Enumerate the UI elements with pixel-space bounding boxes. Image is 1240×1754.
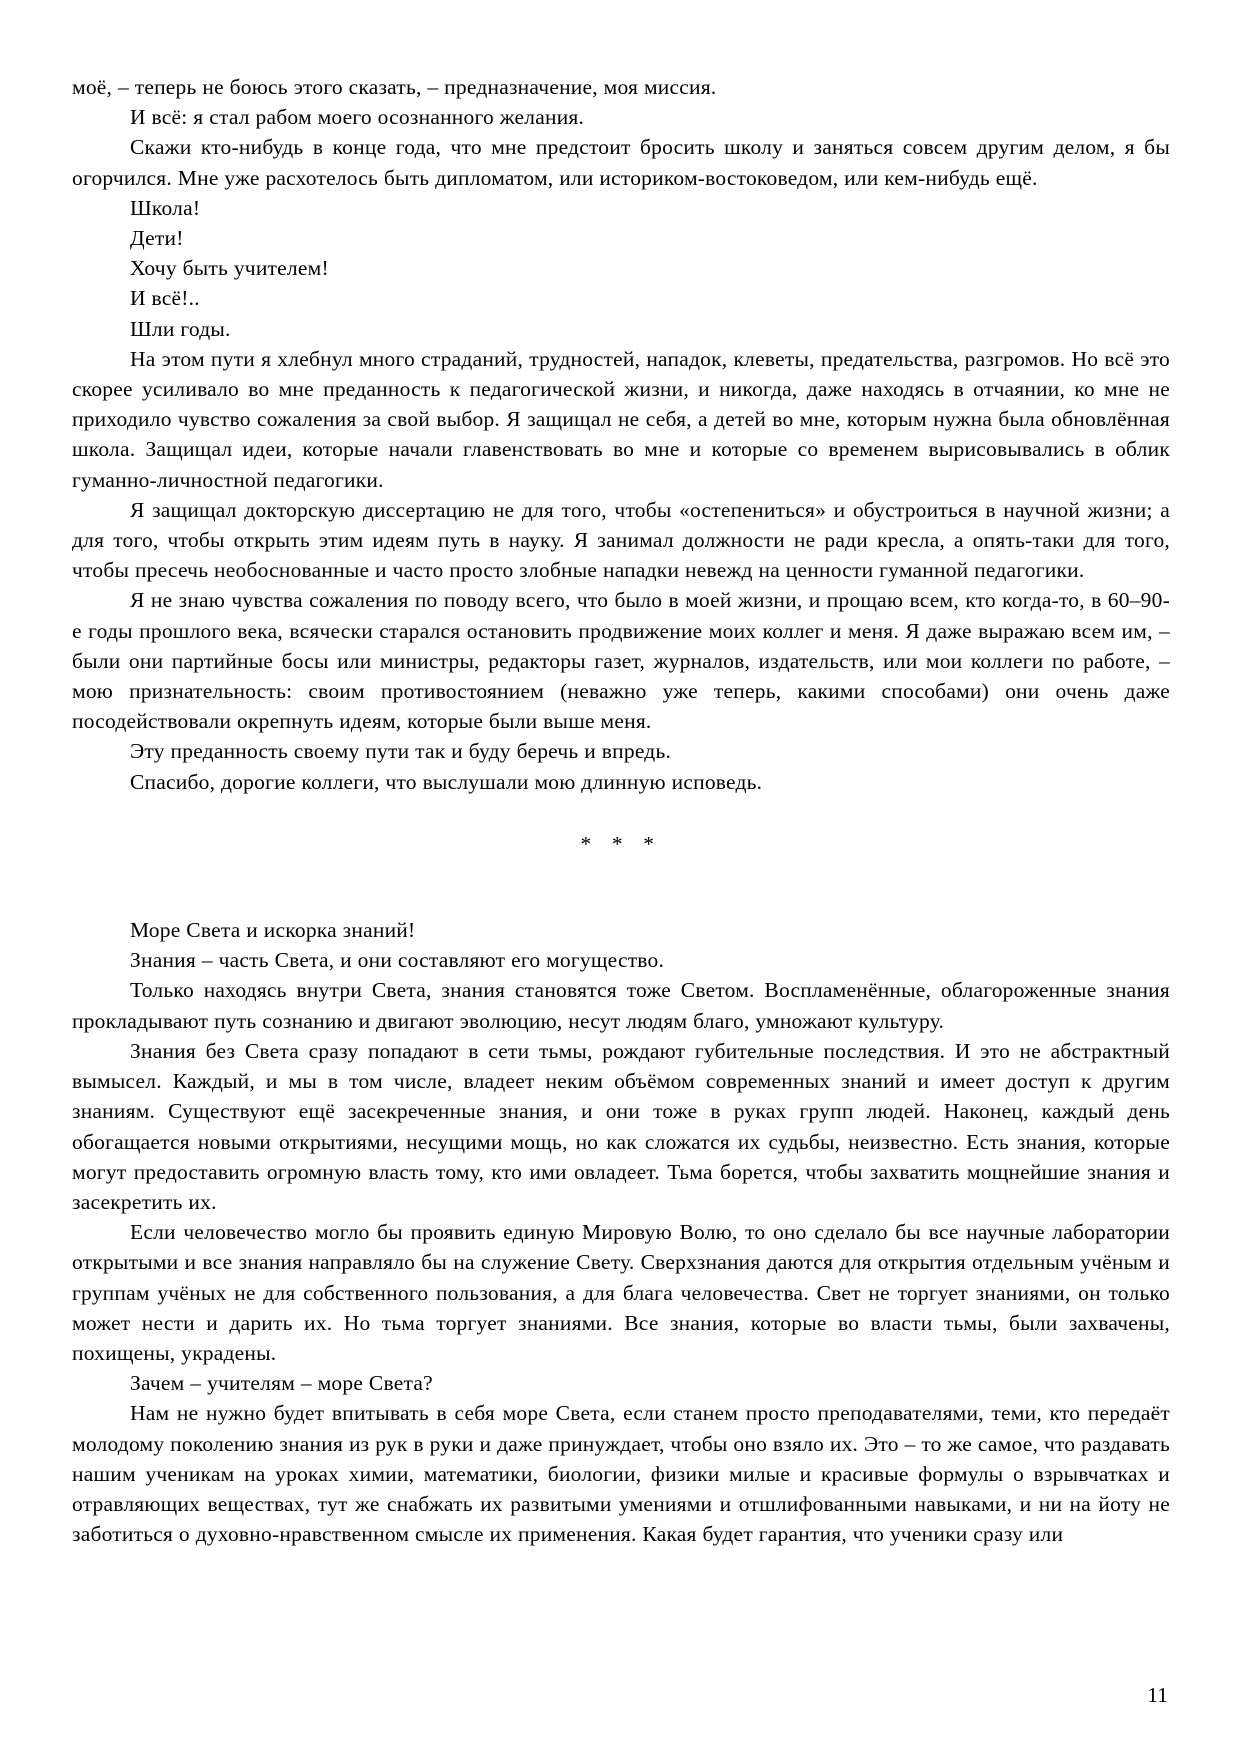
paragraph: Только находясь внутри Света, знания становятся тоже Светом. Воспламенённые, облагороженные знания прокладывают путь сознанию и двигают эволюцию, несут людям благо, умножают культуру. xyxy=(72,978,1170,1033)
paragraph: Я защищал докторскую диссертацию не для того, чтобы «остепениться» и обустроиться в научной жизни; а для того, чтобы открыть этим идеям путь в науку. Я занимал должности не ради кресла, а опять-таки для того, чтобы пресечь необоснованные и часто просто злобные нападки невежд на ценности гуманной педагогики. xyxy=(72,497,1170,583)
paragraph: Скажи кто-нибудь в конце года, что мне предстоит бросить школу и заняться совсем другим делом, я бы огорчился. Мне уже расхотелось быть дипломатом, или историком-востоковедом, или кем-нибудь ещё. xyxy=(72,135,1170,190)
paragraph: Школа! xyxy=(130,195,201,220)
paragraph: Если человечество могло бы проявить единую Мировую Волю, то оно сделало бы все научные лаборатории открытыми и все знания направляло бы на служение Свету. Сверхзнания даются для открытия отдельным учёным и группам учёных не для собственного пользования, а для блага человечества. Свет не торгует знаниями, он только может нести и дарить их. Но тьма торгует знаниями. Все знания, которые во власти тьмы, были захвачены, похищены, украдены. xyxy=(72,1220,1170,1365)
paragraph: И всё: я стал рабом моего осознанного желания. xyxy=(130,105,585,130)
paragraph: Спасибо, дорогие коллеги, что выслушали мою длинную исповедь. xyxy=(130,769,763,794)
page-number: 11 xyxy=(1147,1682,1168,1707)
paragraph: Шли годы. xyxy=(130,316,231,341)
paragraph: Нам не нужно будет впитывать в себя море Света, если станем просто преподавателями, теми, кто передаёт молодому поколению знания из рук в руки и даже принуждает, чтобы оно взяло их. Это – то же самое, что раздавать нашим ученикам на уроках химии, математики, биологии, физики милые и красивые формулы о взрывчатках и отравляющих веществах, тут же снабжать их развитыми умениями и отшлифованными навыками, и ни на йоту не заботиться о духовно-нравственном смысле их применения. Какая будет гарантия, что ученики сразу или xyxy=(72,1401,1170,1547)
paragraph: И всё!.. xyxy=(130,286,200,311)
section-separator: * * * xyxy=(580,831,662,856)
paragraph: Зачем – учителям – море Света? xyxy=(130,1371,433,1396)
text-column xyxy=(72,72,1170,1549)
paragraph: Знания – часть Света, и они составляют его могущество. xyxy=(130,948,665,973)
paragraph: Хочу быть учителем! xyxy=(130,256,329,281)
paragraph: На этом пути я хлебнул много страданий, трудностей, нападок, клеветы, предательства, разгромов. Но всё это скорее усиливало во мне преданность к педагогической жизни, и никогда, даже находясь в отчаянии, ко мне не приходило чувство сожаления за свой выбор. Я защищал не себя, а детей во мне, которым нужна была обновлённая школа. Защищал идеи, которые начали главенствовать во мне и которые со временем вырисовывались в облик гуманно-личностной педагогики. xyxy=(72,346,1170,492)
separator-spacer-top xyxy=(72,797,1170,829)
paragraph: Я не знаю чувства сожаления по поводу всего, что было в моей жизни, и прощаю всем, кто когда-то, в 60–90-е годы прошлого века, всячески старался остановить продвижение моих коллег и меня. Я даже выражаю всем им, – были они партийные босы или министры, редакторы газет, журналов, издательств, или мои коллеги по работе, – мою признательность: своим противостоянием (неважно уже теперь, какими способами) они очень даже посодействовали окрепнуть идеям, которые были выше меня. xyxy=(72,588,1170,734)
paragraph: Дети! xyxy=(130,226,184,251)
separator-spacer-bottom xyxy=(72,859,1170,915)
paragraph: Море Света и искорка знаний! xyxy=(130,918,416,943)
paragraph: Знания без Света сразу попадают в сети тьмы, рождают губительные последствия. И это не абстрактный вымысел. Каждый, и мы в том числе, владеет неким объёмом современных знаний и имеет доступ к другим знаниям. Существуют ещё засекреченные знания, и они тоже в руках групп людей. Наконец, каждый день обогащается новыми открытиями, несущими мощь, но как сложатся их судьбы, неизвестно. Есть знания, которые могут предоставить огромную власть тому, кто ими овладеет. Тьма борется, чтобы захватить мощнейшие знания и засекретить их. xyxy=(72,1038,1170,1214)
paragraph: Эту преданность своему пути так и буду беречь и впредь. xyxy=(130,739,672,764)
paragraph: моё, – теперь не боюсь этого сказать, – предназначение, моя миссия. xyxy=(72,75,717,99)
